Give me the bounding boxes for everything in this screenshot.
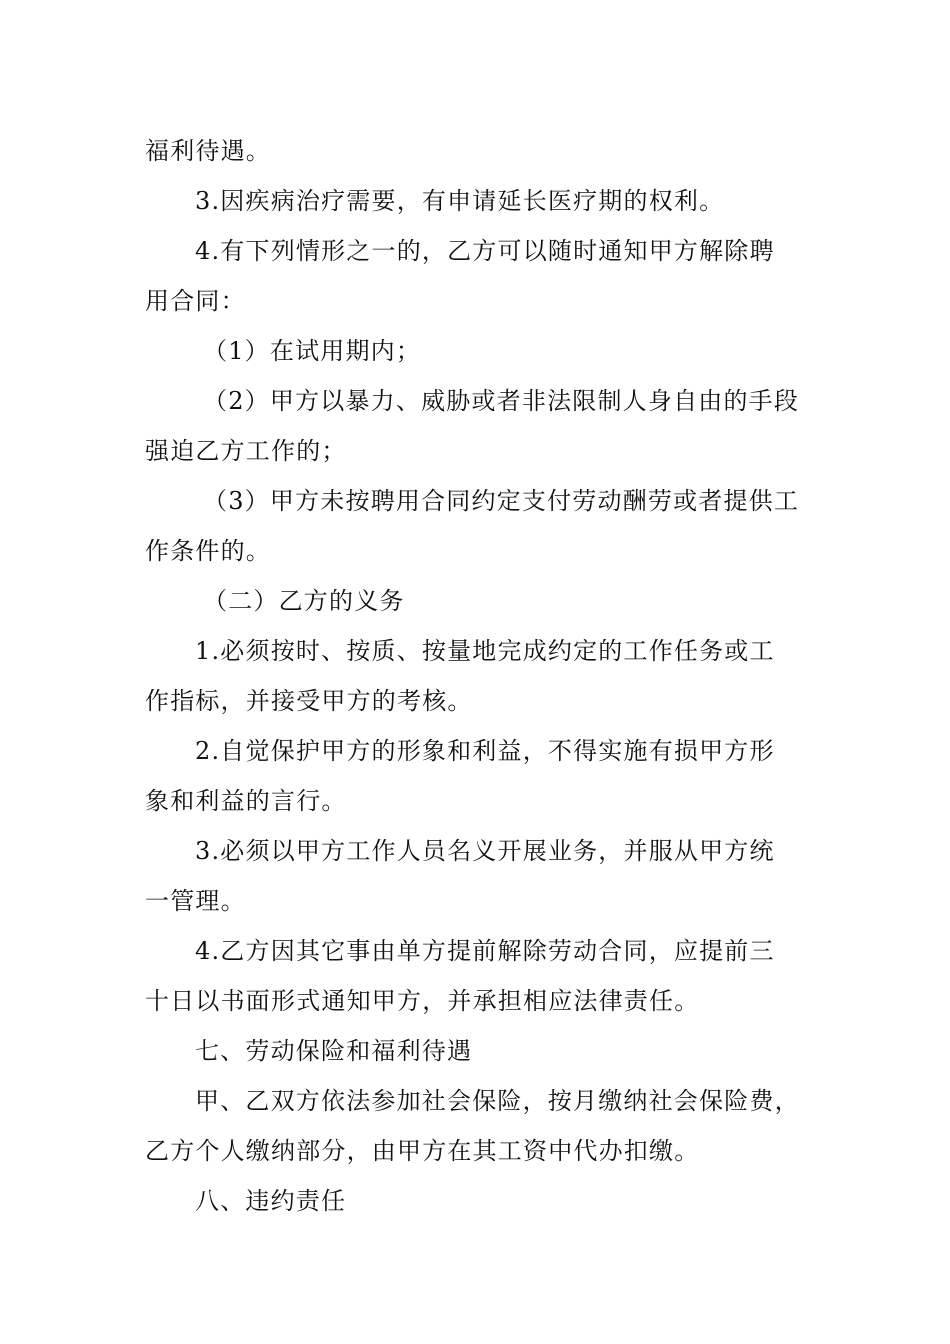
text-line: （3）甲方未按聘用合同约定支付劳动酬劳或者提供工 bbox=[203, 487, 800, 515]
text-line: 象和利益的言行。 bbox=[145, 787, 347, 815]
text-line: 用合同： bbox=[145, 287, 246, 315]
text-line: 1.必须按时、按质、按量地完成约定的工作任务或工 bbox=[195, 637, 775, 665]
text-line: （2）甲方以暴力、威胁或者非法限制人身自由的手段 bbox=[203, 387, 800, 415]
text-line: 4.乙方因其它事由单方提前解除劳动合同，应提前三 bbox=[195, 937, 775, 965]
text-line: 作指标，并接受甲方的考核。 bbox=[145, 687, 473, 715]
text-line: 一管理。 bbox=[145, 887, 246, 915]
text-line: 4.有下列情形之一的，乙方可以随时通知甲方解除聘 bbox=[195, 237, 775, 265]
text-line: 福利待遇。 bbox=[145, 137, 271, 165]
section-heading: 七、劳动保险和福利待遇 bbox=[195, 1037, 473, 1065]
text-line: 乙方个人缴纳部分，由甲方在其工资中代办扣缴。 bbox=[145, 1137, 700, 1165]
text-line: 十日以书面形式通知甲方，并承担相应法律责任。 bbox=[145, 987, 700, 1015]
text-line: 强迫乙方工作的； bbox=[145, 437, 347, 465]
text-line: 3.因疾病治疗需要，有申请延长医疗期的权利。 bbox=[195, 187, 725, 215]
document-body bbox=[145, 126, 825, 1226]
text-line: （1）在试用期内； bbox=[203, 337, 422, 365]
text-line: 2.自觉保护甲方的形象和利益，不得实施有损甲方形 bbox=[195, 737, 775, 765]
text-line: 甲、乙双方依法参加社会保险，按月缴纳社会保险费， bbox=[195, 1087, 800, 1115]
section-heading: （二）乙方的义务 bbox=[203, 587, 405, 615]
text-line: 作条件的。 bbox=[145, 537, 271, 565]
section-heading: 八、违约责任 bbox=[195, 1187, 347, 1215]
text-line: 3.必须以甲方工作人员名义开展业务，并服从甲方统 bbox=[195, 837, 775, 865]
